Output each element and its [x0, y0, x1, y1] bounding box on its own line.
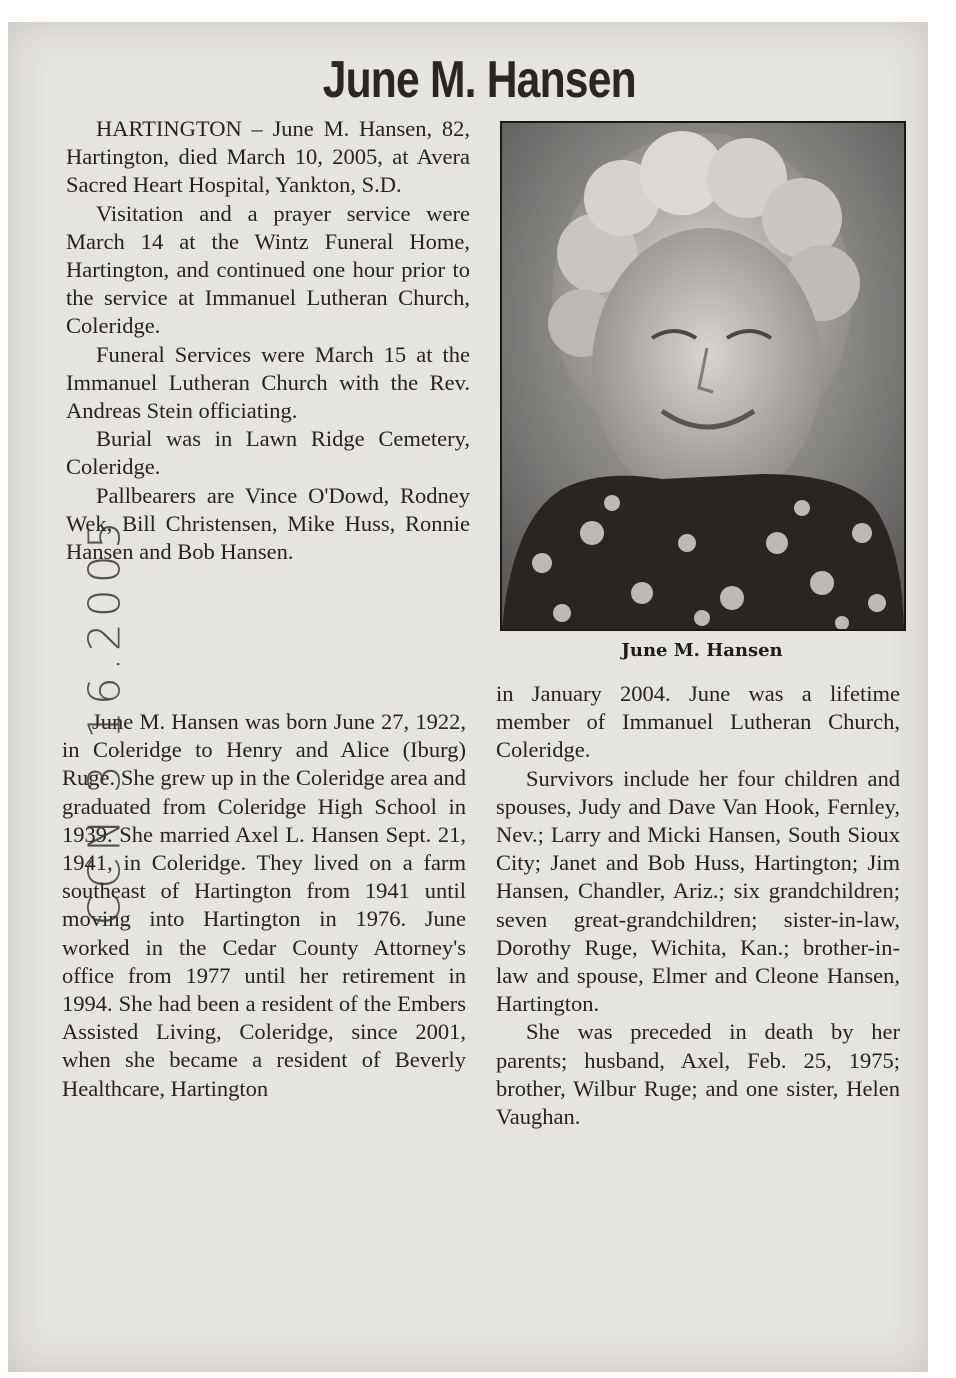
paragraph-visitation: Visitation and a prayer service were March 14 at the Wintz Funeral Home, Hartington, and continued one hour prior to the service at Immanuel Lutheran Church, Coleridge.	[66, 200, 470, 339]
portrait-photo	[500, 121, 906, 631]
paragraph-burial: Burial was in Lawn Ridge Cemetery, Coleridge.	[66, 426, 470, 480]
paragraph-pallbearers: Pallbearers are Vince O'Dowd, Rodney Wek, Bill Christensen, Mike Huss, Ronnie Hansen and Bob Hansen.	[66, 482, 470, 565]
photo-caption: June M. Hansen	[621, 640, 783, 661]
paragraph-membership: in January 2004. June was a lifetime member of Immanuel Lutheran Church, Coleridge.	[496, 681, 900, 763]
handwritten-date-note: CCN 3.16.2005	[79, 515, 131, 926]
portrait-image	[502, 123, 904, 629]
column-2	[496, 680, 900, 1131]
paragraph-preceded: She was preceded in death by her parents; husband, Axel, Feb. 25, 1975; brother, Wilbur Ruge; and one sister, Helen Vaughan.	[496, 1019, 900, 1130]
paragraph-dateline: HARTINGTON – June M. Hansen, 82, Hartington, died March 10, 2005, at Avera Sacred Heart Hospital, Yankton, S.D.	[66, 116, 470, 198]
obituary-headline: June M. Hansen	[322, 51, 636, 109]
paragraph-funeral: Funeral Services were March 15 at the Immanuel Lutheran Church with the Rev. Andreas Stein officiating.	[66, 341, 470, 424]
paragraph-survivors: Survivors include her four children and spouses, Judy and Dave Van Hook, Fernley, Nev.; Larry and Micki Hansen, South Sioux City; Janet and Bob Huss, Hartington; Jim Hansen, Chandler, Ariz.; six grandchildren; seven great-grandchildren; sister-in-law, Dorothy Ruge, Wichita, Kan.; brother-in-law and spouse, Elmer and Cleone Hansen, Hartington.	[496, 765, 900, 1017]
column-1-top	[66, 115, 470, 566]
paragraph-biography: June M. Hansen was born June 27, 1922, in Coleridge to Henry and Alice (Iburg) Ruge. She grew up in the Coleridge area and graduated from Coleridge High School in 1939. She married Axel L. Hansen Sept. 21, 1941, in Coleridge. They lived on a farm southeast of Hartington from 1941 until moving into Hartington in 1976. June worked in the Cedar County Attorney's office from 1977 until her retirement in 1994. She had been a resident of the Embers Assisted Living, Coleridge, since 2001, when she became a resident of Beverly Healthcare, Hartington	[62, 709, 466, 1101]
